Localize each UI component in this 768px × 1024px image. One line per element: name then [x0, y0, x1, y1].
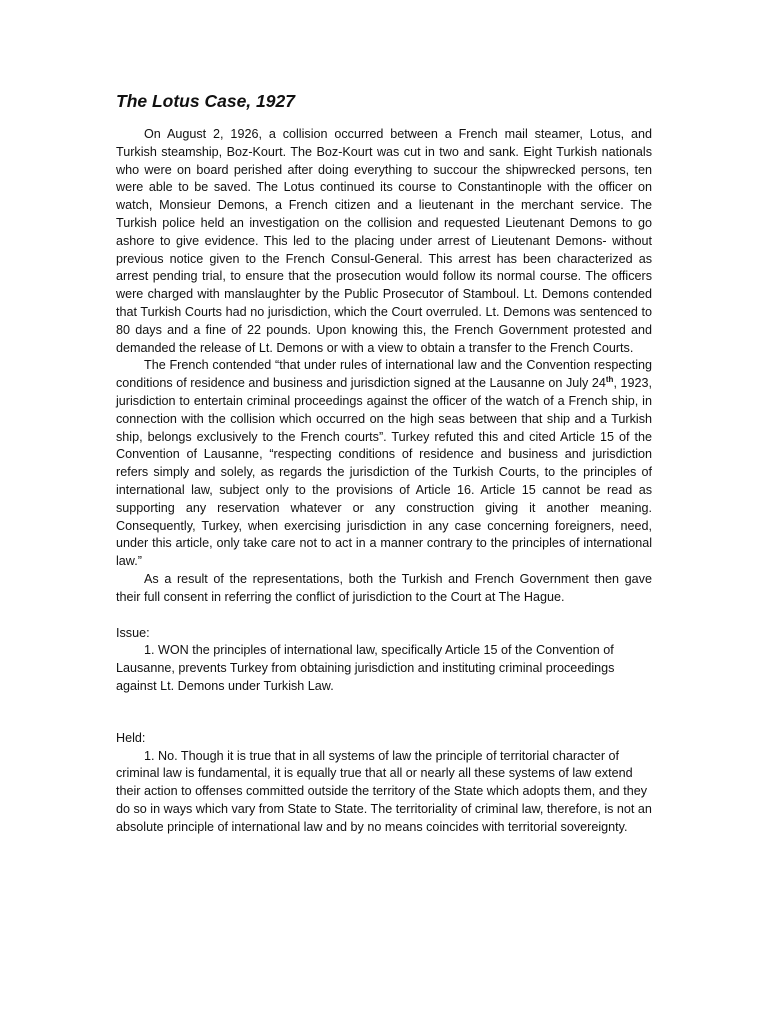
- document-title: The Lotus Case, 1927: [116, 91, 295, 111]
- document-body: [116, 90, 652, 836]
- ordinal-suffix: th: [605, 375, 614, 385]
- facts-paragraph-2-start: The French contended “that under rules of international law and the Convention respecting conditions of residence and business and jurisdiction signed at the Lausanne on July 24: [116, 358, 652, 391]
- facts-paragraph-3: As a result of the representations, both the Turkish and French Government then gave their full consent in referring the conflict of jurisdiction to the Court at The Hague.: [116, 571, 652, 604]
- issue-heading: Issue:: [116, 625, 150, 640]
- held-heading: Held:: [116, 730, 146, 745]
- issue-item-1: 1. WON the principles of international law, specifically Article 15 of the Convention of Lausanne, prevents Turkey from obtaining jurisdiction and instituting criminal proceedings against Lt. Demons under Turkish Law.: [116, 643, 615, 693]
- facts-paragraph-2: [116, 357, 652, 571]
- facts-paragraph-1: On August 2, 1926, a collision occurred between a French mail steamer, Lotus, and Turkish steamship, Boz-Kourt. The Boz-Kourt was cut in two and sank. Eight Turkish nationals who were on board perished after doing everything to succour the shipwrecked persons, ten were able to be saved. The Lotus continued its course to Constantinople with the officer on watch, Monsieur Demons, a French citizen and a lieutenant in the merchant service. The Turkish police held an investigation on the collision and requested Lieutenant Demons to go ashore to give evidence. This led to the placing under arrest of Lieutenant Demons- without previous notice given to the French Consul-General. This arrest has been characterized as arrest pending trial, to ensure that the prosecution would follow its normal course. The officers were charged with manslaughter by the Public Prosecutor of Stamboul. Lt. Demons contended that Turkish Courts had no jurisdiction, which the Court overruled. Lt. Demons was sentenced to 80 days and a fine of 22 pounds. Upon knowing this, the French Government protested and demanded the release of Lt. Demons or with a view to obtain a transfer to the French Courts.: [116, 127, 652, 355]
- held-item-1: 1. No. Though it is true that in all systems of law the principle of territorial character of criminal law is fundamental, it is equally true that all or nearly all these systems of law extend their action to offenses committed outside the territory of the State which adopts them, and they do so in ways which vary from State to State. The territoriality of criminal law, therefore, is not an absolute principle of international law and by no means coincides with territorial sovereignty.: [116, 748, 652, 834]
- facts-paragraph-2-end: , 1923, jurisdiction to entertain criminal proceedings against the officer of the watch of a French ship, in connection with the collision which occurred on the high seas between that ship and a Turkish ship, belongs exclusively to the French courts”. Turkey refuted this and cited Article 15 of the Convention of Lausanne, “respecting conditions of residence and business and jurisdiction refers simply and solely, as regards the jurisdiction of the Turkish Courts, to the principles of international law, subject only to the provisions of Article 16. Article 15 cannot be read as supporting any reservation whatever or any construction giving it another meaning. Consequently, Turkey, when exercising jurisdiction in any case concerning foreigners, need, under this article, only take care not to act in a manner contrary to the principles of international law.”: [116, 376, 653, 569]
